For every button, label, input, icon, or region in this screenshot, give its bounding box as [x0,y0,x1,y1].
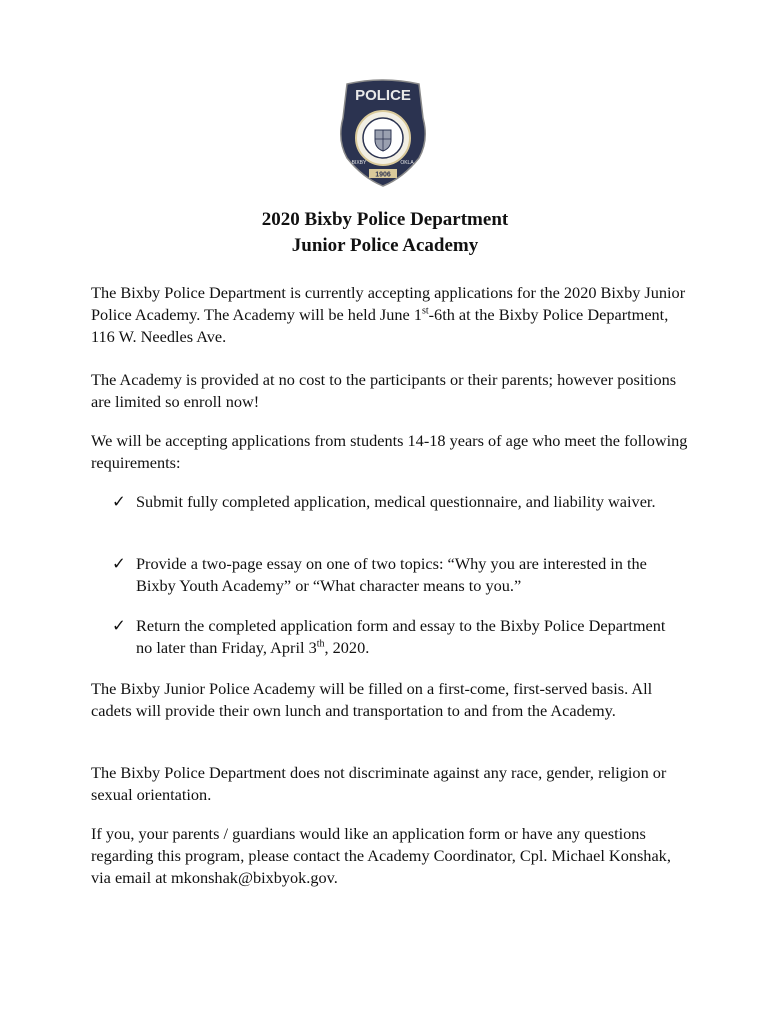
cost-paragraph: The Academy is provided at no cost to the participants or their parents; however positions are limited so enroll now! [91,370,677,411]
police-badge-logo [333,78,433,188]
requirement-text: Submit fully completed application, medical questionnaire, and liability waiver. [136,492,656,511]
requirement-item [112,553,672,597]
requirement-text [136,615,672,659]
intro-paragraph [91,282,691,348]
eligibility-paragraph: We will be accepting applications from students 14-18 years of age who meet the following requirements: [91,431,688,472]
document-title-line2: Junior Police Academy [291,235,479,256]
checkmark-icon: ✓ [112,492,126,511]
requirement-superscript: th [316,638,325,650]
document-title-line1: 2020 Bixby Police Department [261,209,509,230]
nondiscrimination-paragraph: The Bixby Police Department does not discriminate against any race, gender, religion or sexual orientation. [91,763,667,804]
badge-year-text: 1906 [375,171,391,179]
requirement-item [112,615,672,659]
intro-text-part1: The Bixby Police Department is currently accepting applications for the 2020 Bixby Junior Police Academy. The Academy will be held June 1 [91,283,686,324]
checkmark-icon: ✓ [112,554,126,573]
intro-text-part2: -6th at the Bixby Police Department, 116 W. Needles Ave. [91,305,669,346]
intro-superscript: st [421,305,429,317]
requirement-item [112,491,672,513]
requirement-text: Provide a two-page essay on one of two topics: “Why you are interested in the Bixby Youth Academy” or “What character means to you.” [136,554,647,595]
contact-paragraph: If you, your parents / guardians would like an application form or have any questions regarding this program, please contact the Academy Coordinator, Cpl. Michael Konshak, via email at mkonshak@bixbyok.gov. [91,824,671,887]
requirement-text-part1: Return the completed application form and essay to the Bixby Police Department no later than Friday, April 3 [136,616,666,657]
badge-left-text: BIXBY [351,160,367,166]
requirement-text-part2: , 2020. [324,638,370,657]
badge-top-text: POLICE [355,87,411,104]
basis-paragraph: The Bixby Junior Police Academy will be filled on a first-come, first-served basis. All cadets will provide their own lunch and transportation to and from the Academy. [91,679,653,720]
checkmark-icon: ✓ [112,616,126,635]
badge-right-text: OKLA [400,160,414,166]
